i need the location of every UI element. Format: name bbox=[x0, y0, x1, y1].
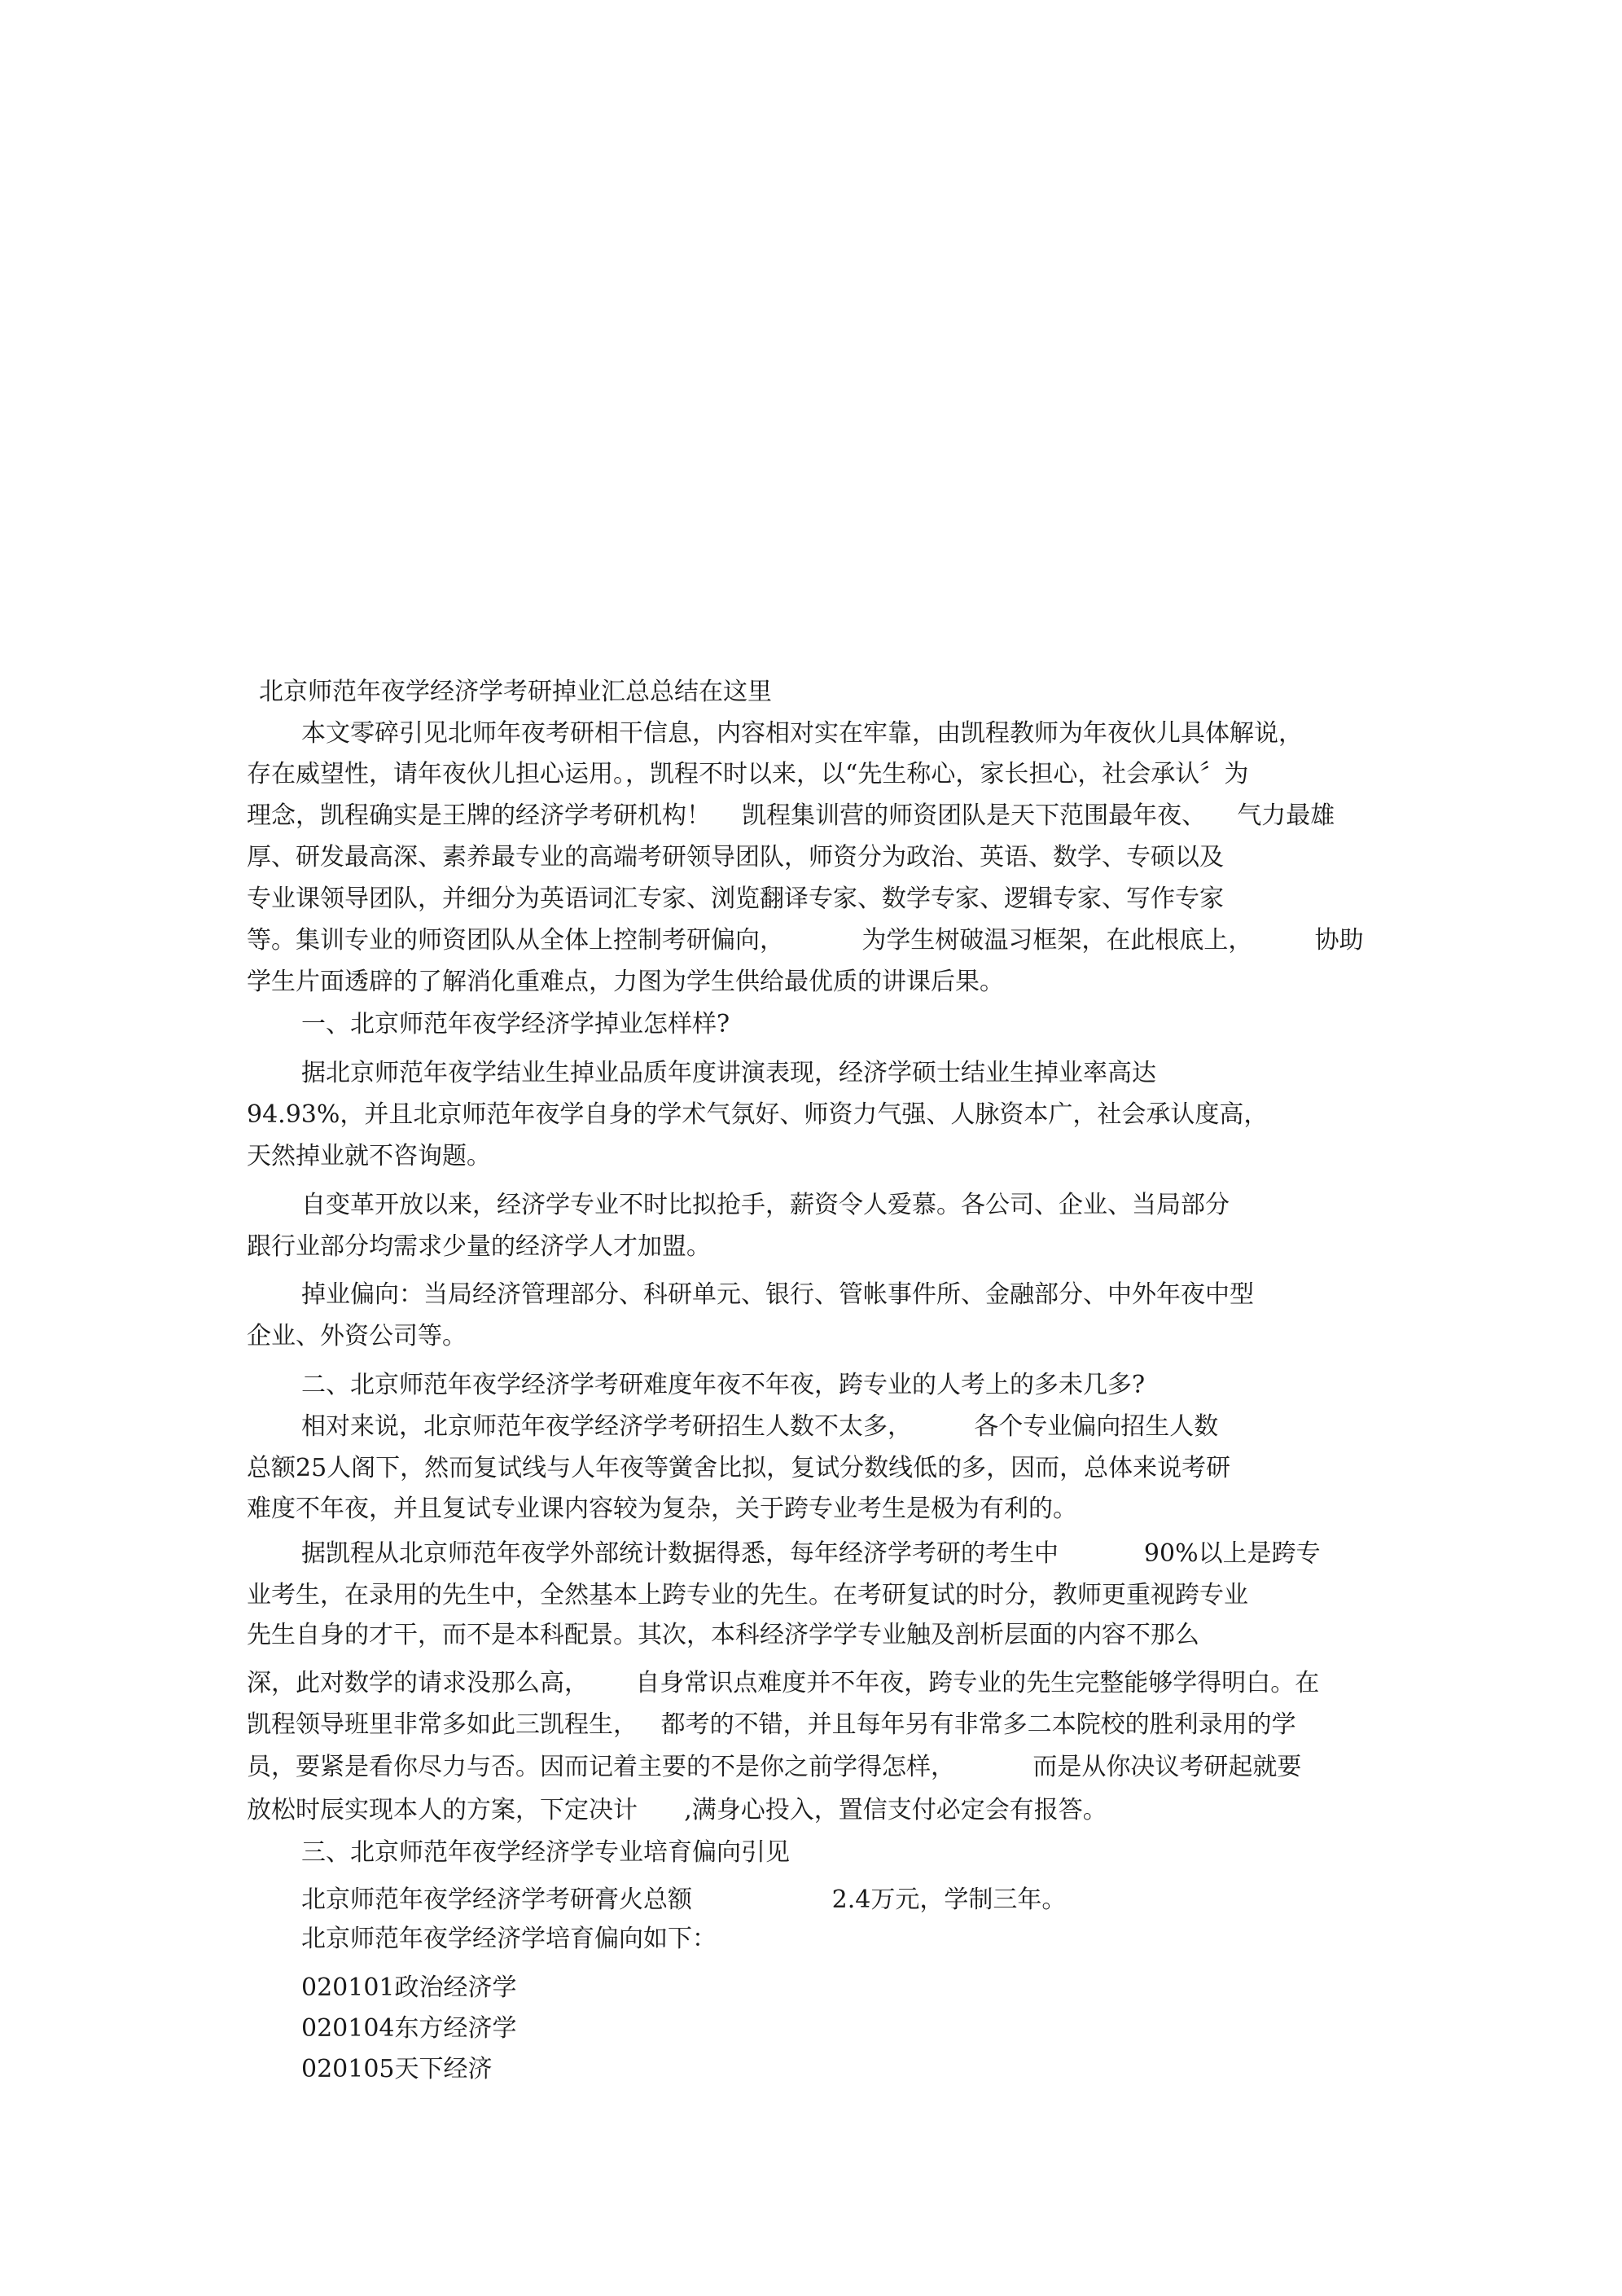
paragraph-line: 本文零碎引见北师年夜考研相干信息，内容相对实在牢靠，由凯程教师为年夜伙儿具体解说， bbox=[301, 719, 1303, 748]
list-item: 020104东方经济学 bbox=[301, 2014, 517, 2043]
paragraph-line: 业考生，在录用的先生中，全然基本上跨专业的先生。在考研复试的时分，教师更重视跨专业 bbox=[247, 1581, 1248, 1609]
paragraph-line: 北京师范年夜学经济学培育偏向如下： bbox=[301, 1925, 717, 1953]
section-heading: 二、北京师范年夜学经济学考研难度年夜不年夜，跨专业的人考上的多未几多? bbox=[301, 1371, 1146, 1399]
paragraph-line: 总额25人阁下，然而复试线与人年夜等黉舍比拟，复试分数线低的多，因而，总体来说考研 bbox=[247, 1454, 1231, 1482]
paragraph-line: 据北京师范年夜学结业生掉业品质年度讲演表现，经济学硕士结业生掉业率高达 bbox=[301, 1059, 1156, 1087]
paragraph-line: 相对来说，北京师范年夜学经济学考研招生人数不太多， 各个专业偏向招生人数 bbox=[301, 1412, 1219, 1441]
paragraph-line: 等。集训专业的师资团队从全体上控制考研偏向， 为学生树破温习框架，在此根底上， 协助 bbox=[247, 926, 1364, 955]
paragraph-line: 北京师范年夜学经济学考研膏火总额 2.4万元，学制三年。 bbox=[301, 1886, 1067, 1914]
paragraph-line: 自变革开放以来，经济学专业不时比拟抢手，薪资令人爱慕。各公司、企业、当局部分 bbox=[301, 1191, 1230, 1219]
list-item: 020105天下经济 bbox=[301, 2055, 493, 2083]
paragraph-line: 先生自身的才干，而不是本科配景。其次，本科经济学学专业触及剖析层面的内容不那么 bbox=[247, 1621, 1199, 1649]
section-heading: 三、北京师范年夜学经济学专业培育偏向引见 bbox=[301, 1838, 790, 1867]
paragraph-line: 员，要紧是看你尽力与否。因而记着主要的不是你之前学得怎样， 而是从你决议考研起就要 bbox=[247, 1753, 1302, 1781]
paragraph-line: 学生片面透辟的了解消化重难点，力图为学生供给最优质的讲课后果。 bbox=[247, 968, 1004, 996]
paragraph-line: 深，此对数学的请求没那么高， 自身常识点难度并不年夜，跨专业的先生完整能够学得明白。在 bbox=[247, 1669, 1320, 1697]
paragraph-line: 掉业偏向：当局经济管理部分、科研单元、银行、管帐事件所、金融部分、中外年夜中型 bbox=[301, 1280, 1254, 1309]
paragraph-line: 难度不年夜，并且复试专业课内容较为复杂，关于跨专业考生是极为有利的。 bbox=[247, 1495, 1077, 1523]
paragraph-line: 厚、研发最高深、素养最专业的高端考研领导团队，师资分为政治、英语、数学、专硕以及 bbox=[247, 843, 1224, 871]
paragraph-line: 企业、外资公司等。 bbox=[247, 1322, 467, 1350]
paragraph-line: 天然掉业就不咨询题。 bbox=[247, 1142, 491, 1170]
paragraph-line: 放松时辰实现本人的方案，下定决计 ,满身心投入，置信支付必定会有报答。 bbox=[247, 1796, 1107, 1824]
paragraph-line: 专业课领导团队，并细分为英语词汇专家、浏览翻译专家、数学专家、逻辑专家、写作专家 bbox=[247, 885, 1224, 913]
paragraph-line: 跟行业部分均需求少量的经济学人才加盟。 bbox=[247, 1232, 711, 1261]
paragraph-line: 94.93%，并且北京师范年夜学自身的学术气氛好、师资力气强、人脉资本广，社会承认度高， bbox=[247, 1100, 1269, 1129]
document-title: 北京师范年夜学经济学考研掉业汇总总结在这里 bbox=[259, 678, 772, 706]
list-item: 020101政治经济学 bbox=[301, 1973, 517, 2002]
paragraph-line: 凯程领导班里非常多如此三凯程生， 都考的不错，并且每年另有非常多二本院校的胜利录用的学 bbox=[247, 1710, 1296, 1739]
paragraph-line: 理念，凯程确实是王牌的经济学考研机构！ 凯程集训营的师资团队是天下范围最年夜、 气力最雄 bbox=[247, 801, 1335, 830]
section-heading: 一、北京师范年夜学经济学掉业怎样样? bbox=[301, 1010, 730, 1038]
paragraph-line: 存在威望性，请年夜伙儿担心运用。，凯程不时以来，以“先生称心，家长担心，社会承认〞为 bbox=[247, 760, 1249, 788]
paragraph-line: 据凯程从北京师范年夜学外部统计数据得悉，每年经济学考研的考生中 90%以上是跨专 bbox=[301, 1539, 1321, 1568]
